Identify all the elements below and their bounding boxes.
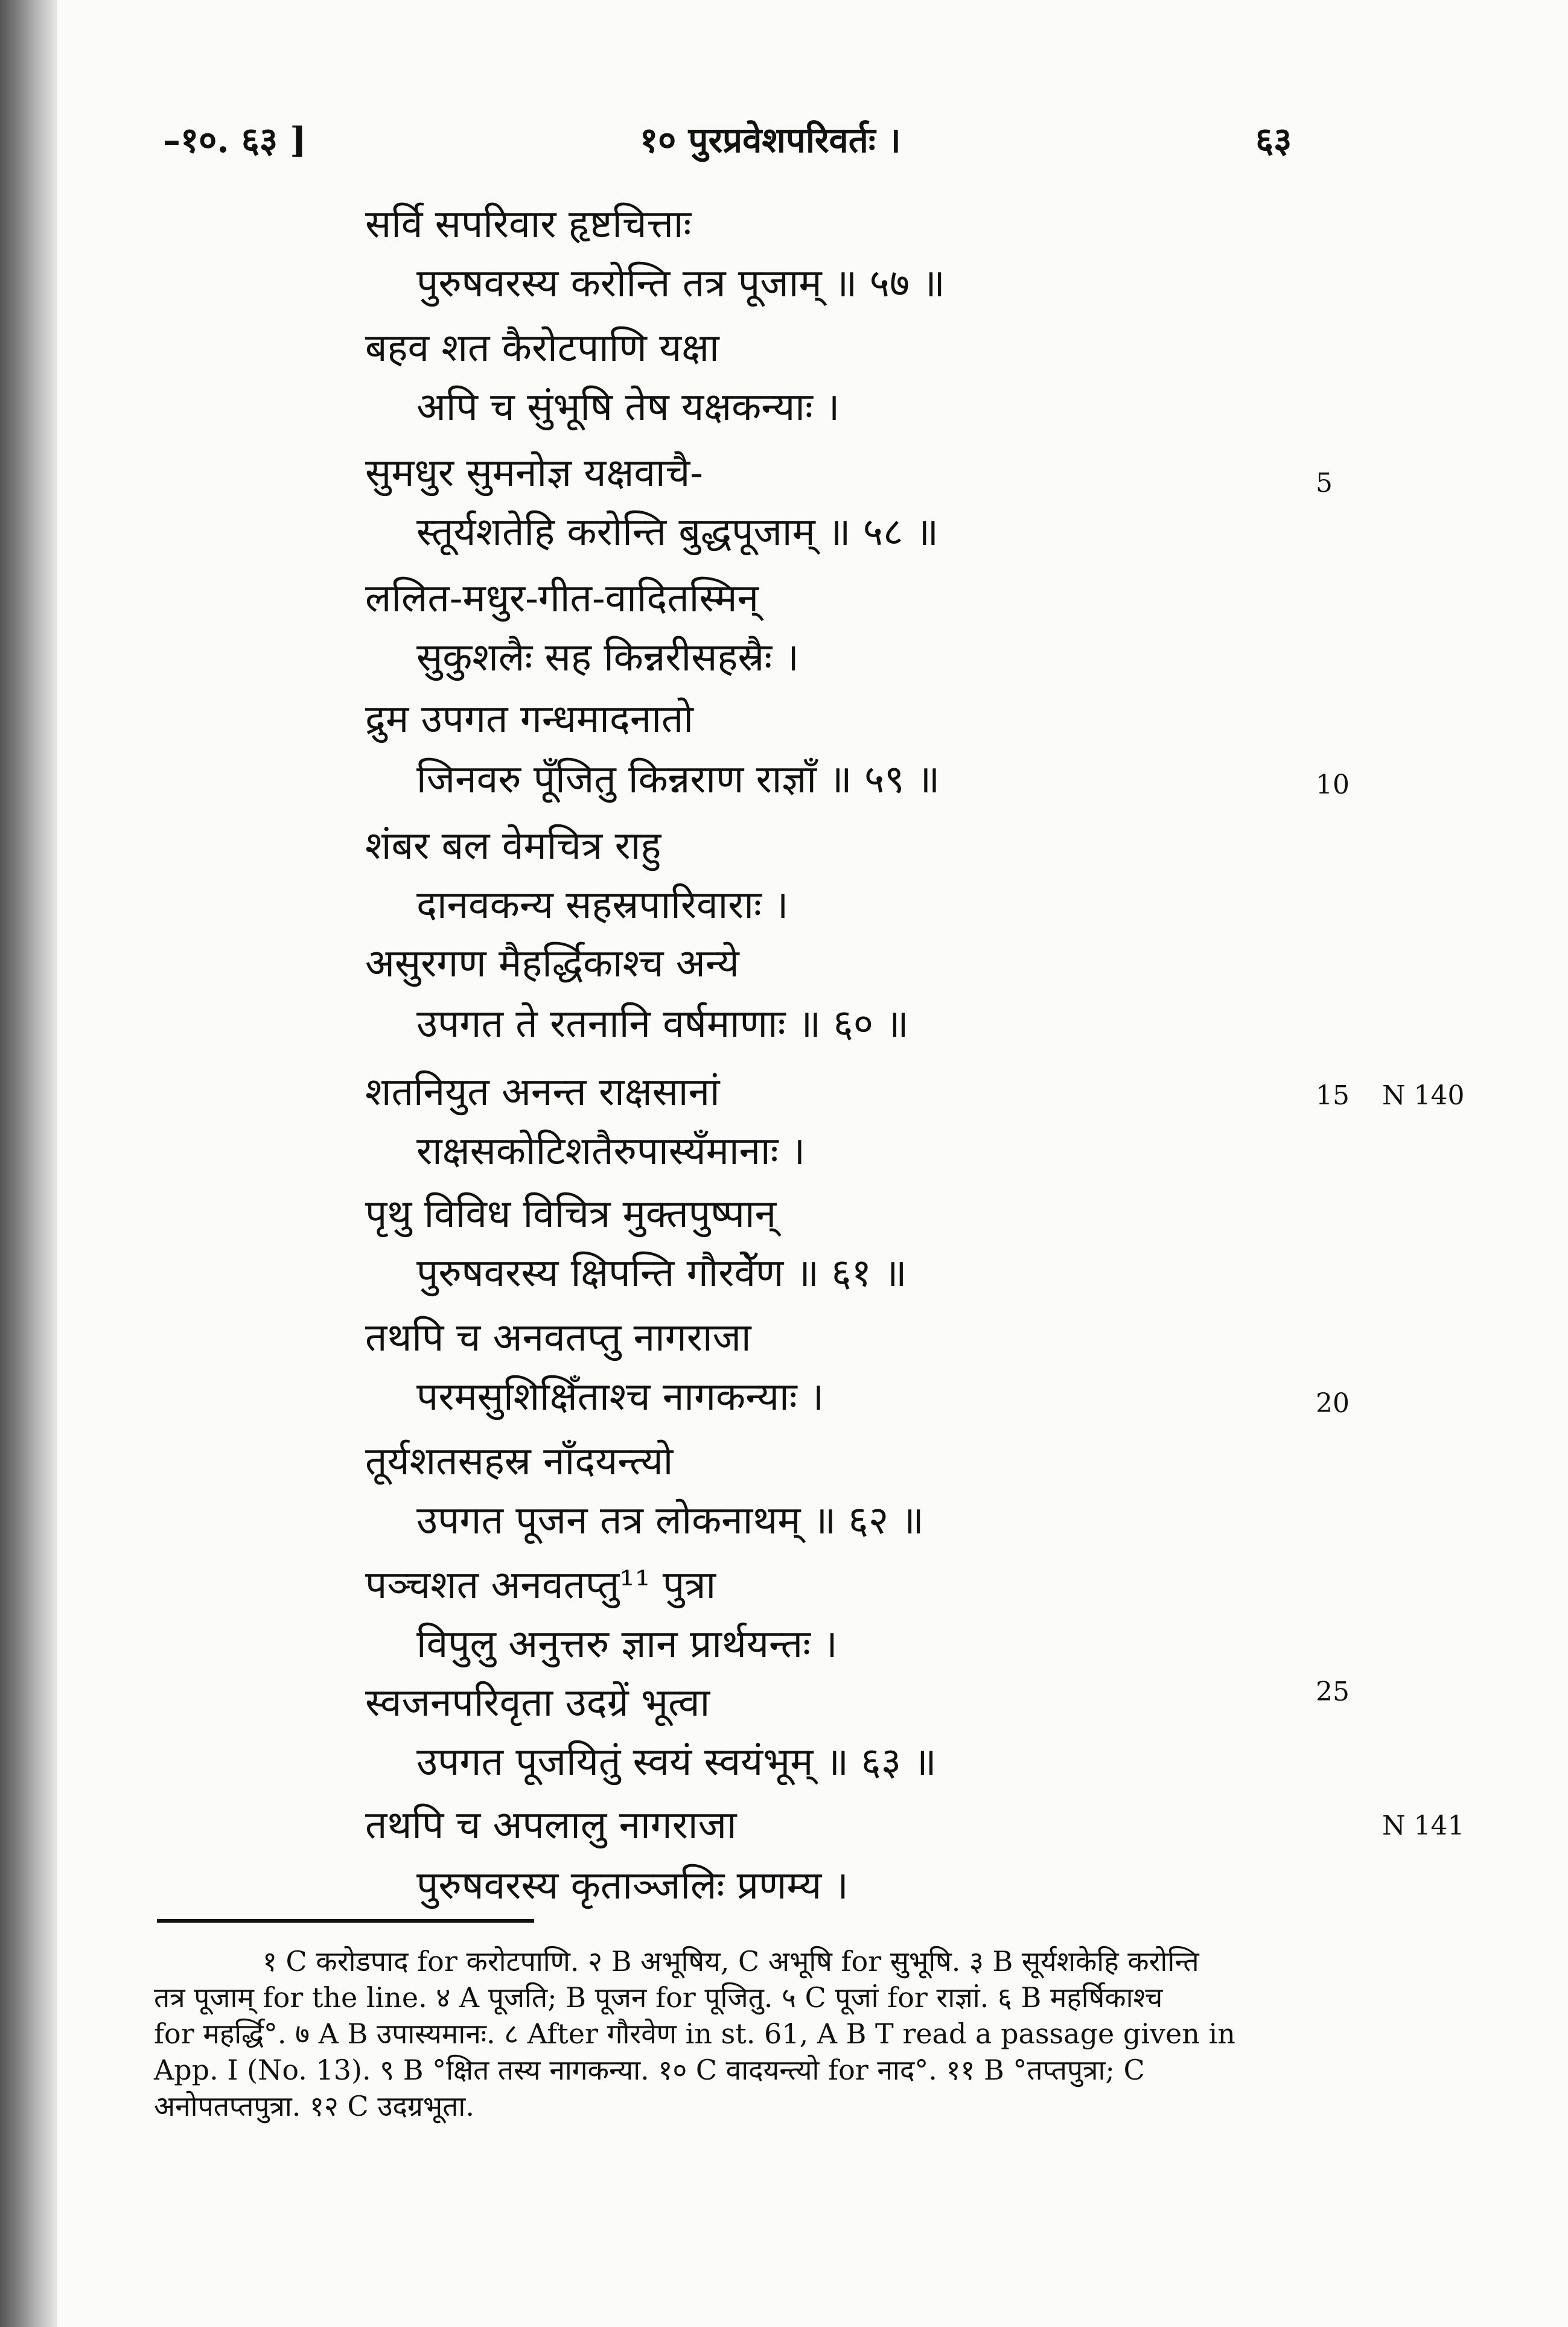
- verse-line: पुरुषवरस्य क्षिपन्ति गौरवेॅण ॥ ६१ ॥: [416, 1251, 907, 1296]
- verse-line: स्तूर्यशतेहि करोन्ति बुद्धपूजाम् ॥ ५८ ॥: [416, 510, 939, 555]
- verse-line: उपगत ते रतनानि वर्षमाणाः ॥ ६० ॥: [416, 1002, 909, 1046]
- header-chapter-title: १० पुरप्रवेशपरिवर्तः ।: [640, 119, 901, 161]
- verse-line: तथपि च अपलालु नागराजा: [365, 1803, 737, 1848]
- line-number: 20: [1316, 1388, 1350, 1419]
- verse-line: ललित-मधुर-गीत-वादितस्मिन्: [365, 576, 759, 621]
- verse-line: स्वजनपरिवृता उदग्रें भूत्वा: [365, 1681, 710, 1725]
- verse-line: बहव शत कैरोटपाणि यक्षा: [365, 326, 719, 371]
- line-number: 10: [1316, 769, 1350, 800]
- verse-line: पृथु विविध विचित्र मुक्तपुष्पान्: [365, 1192, 777, 1237]
- header-page-number: ६३: [1255, 119, 1292, 161]
- verse-line: दानवकन्य सहस्रपारिवाराः ।: [416, 883, 789, 928]
- verse-line: जिनवरु पूँजितु किन्नराण राज्ञाँ ॥ ५९ ॥: [416, 757, 940, 802]
- verse-line: उपगत पूजन तत्र लोकनाथम् ॥ ६२ ॥: [416, 1498, 924, 1543]
- line-number: 15: [1316, 1080, 1350, 1111]
- footnotes: [154, 1943, 1301, 2124]
- verse-line: द्रुम उपगत गन्धमादनातो: [365, 697, 693, 742]
- verse-line: राक्षसकोटिशतैरुपास्यँमानाः ।: [416, 1129, 806, 1174]
- manuscript-page-ref: N 141: [1382, 1810, 1465, 1841]
- header-section-ref: –१०. ६३ ]: [163, 119, 307, 161]
- verse-line: उपगत पूजयितुं स्वयं स्वयंभूम् ॥ ६३ ॥: [416, 1740, 937, 1784]
- verse-line: शतनियुत अनन्त राक्षसानां: [365, 1070, 720, 1115]
- line-number: 25: [1316, 1676, 1350, 1707]
- book-binding-shadow: [0, 0, 57, 2327]
- footnote-line: App. I (No. 13). ९ B °क्षित तस्य नागकन्या. १० C वादयन्त्यो for नाद°. ११ B °तप्तपुत्रा; C: [154, 2054, 1145, 2086]
- footnote-line: अनोपतप्तपुत्रा. १२ C उदग्रभूता.: [154, 2090, 474, 2122]
- verse-line: तथपि च अनवतप्तु नागराजा: [365, 1316, 751, 1360]
- line-number: 5: [1316, 468, 1333, 498]
- verse-line: परमसुशिक्षिँताश्च नागकन्याः ।: [416, 1375, 824, 1419]
- manuscript-page-ref: N 140: [1382, 1080, 1465, 1111]
- footnote-line: १ C करोडपाद for करोटपाणि. २ B अभूषिय, C अभूषि for सुभूषि. ३ B सूर्यशकेहि करोन्ति: [263, 1945, 1199, 1978]
- verse-line: सुमधुर सुमनोज्ञ यक्षवाचै-: [365, 451, 703, 495]
- verse-line: अपि च सुंभूषि तेष यक्षकन्याः ।: [416, 385, 840, 430]
- verse-line: असुरगण मैहर्द्धिकाश्च अन्ये: [365, 941, 739, 986]
- footnote-rule: [157, 1919, 534, 1923]
- verse-line: सुकुशलैः सह किन्नरीसहस्रैः ।: [416, 635, 799, 680]
- verse-line: पुरुषवरस्य करोन्ति तत्र पूजाम् ॥ ५७ ॥: [416, 261, 945, 306]
- verse-line: पुरुषवरस्य कृताञ्जलिः प्रणम्य ।: [416, 1864, 849, 1908]
- verse-line: शंबर बल वेमचित्र राहु: [365, 824, 661, 868]
- footnote-line: for महर्द्धि°. ७ A B उपास्यमानः. ८ After गौरवेण in st. 61, A B T read a passage given in: [154, 2017, 1235, 2050]
- verse-line: तूर्यशतसहस्र नाँदयन्त्यो: [365, 1439, 674, 1484]
- verse-line: विपुलु अनुत्तरु ज्ञान प्रार्थयन्तः ।: [416, 1622, 838, 1667]
- footnote-line: तत्र पूजाम् for the line. ४ A पूजति; B पूजन for पूजितु. ५ C पूजां for राज्ञां. ६ B महर्षिकाश्च: [154, 1981, 1163, 2014]
- verse-line: पञ्चशत अनवतप्तु¹¹ पुत्रा: [365, 1563, 716, 1608]
- verse-line: सर्वि सपरिवार हृष्टचित्ताः: [365, 202, 692, 247]
